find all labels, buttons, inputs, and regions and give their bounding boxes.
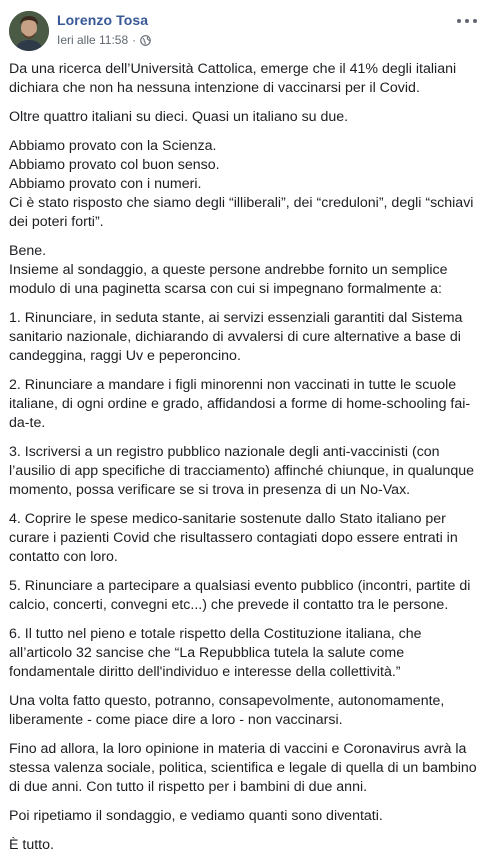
post-body xyxy=(9,60,482,865)
post-paragraph: 3. Iscriversi a un registro pubblico nazionale degli anti-vaccinisti (con l’ausilio di app specifiche di tracciamento) affinché chiunque, in qualunque momento, possa verificare se si trova in presenza di un No-Vax. xyxy=(9,444,475,498)
post-header xyxy=(9,9,483,53)
post-paragraph: Poi ripetiamo il sondaggio, e vediamo quanti sono diventati. xyxy=(9,808,383,824)
post-paragraph: 5. Rinunciare a partecipare a qualsiasi evento pubblico (incontri, partite di calcio, concerti, convegni etc...) che prevede il contatto tra le persone. xyxy=(9,578,471,613)
post-paragraph: 2. Rinunciare a mandare i figli minorenni non vaccinati in tutte le scuole italiane, di ogni ordine e grado, affidandosi a forme di home-schooling fai-da-te. xyxy=(9,377,471,431)
more-options-icon[interactable] xyxy=(457,13,477,29)
post-paragraph: 4. Coprire le spese medico-sanitarie sostenute dallo Stato italiano per curare i pazienti Covid che risultassero contagiati dopo essere entrati in contatto con loro. xyxy=(9,511,458,565)
post-paragraph: 1. Rinunciare, in seduta stante, ai servizi essenziali garantiti dal Sistema sanitario nazionale, dichiarando di avvalersi di cure alternative a base di candeggina, raggi Uv e peperoncino. xyxy=(9,310,463,364)
more-dot xyxy=(457,19,461,23)
globe-icon[interactable] xyxy=(140,35,151,46)
post-paragraph: È tutto. xyxy=(9,837,54,853)
post-meta xyxy=(57,33,151,47)
post-paragraph: Oltre quattro italiani su dieci. Quasi un italiano su due. xyxy=(9,109,349,125)
post-paragraph: Abbiamo provato con la Scienza. Abbiamo provato col buon senso. Abbiamo provato con i numeri. Ci è stato risposto che siamo degli “illiberali”, dei “creduloni”, degli “schiavi dei poteri forti”. xyxy=(9,138,474,230)
post-paragraph: 6. Il tutto nel pieno e totale rispetto della Costituzione italiana, che all’articolo 32 sancise che “La Repubblica tutela la salute come fondamentale diritto dell'individuo e interesse della collettività.” xyxy=(9,626,422,680)
post-paragraph: Da una ricerca dell’Università Cattolica, emerge che il 41% degli italiani dichiara che non ha nessuna intenzione di vaccinarsi per il Covid. xyxy=(9,61,457,96)
more-dot xyxy=(465,19,469,23)
meta-separator: · xyxy=(132,33,137,47)
avatar-photo-icon xyxy=(9,11,49,51)
author-avatar[interactable] xyxy=(9,11,49,51)
post-paragraph: Bene. Insieme al sondaggio, a queste persone andrebbe fornito un semplice modulo di una paginetta scarsa con cui si impegnano formalmente a: xyxy=(9,243,448,297)
more-dot xyxy=(473,19,477,23)
post-timestamp[interactable]: Ieri alle 11:58 xyxy=(57,33,129,47)
post-paragraph: Fino ad allora, la loro opinione in materia di vaccini e Coronavirus avrà la stessa valenza sociale, politica, scientifica e legale di quella di un bambino di due anni. Con tutto il rispetto per i bambini di due anni. xyxy=(9,741,477,795)
post-paragraph: Una volta fatto questo, potranno, consapevolmente, autonomamente, liberamente - come piace dire a loro - non vaccinarsi. xyxy=(9,693,445,728)
author-name[interactable]: Lorenzo Tosa xyxy=(57,12,149,28)
